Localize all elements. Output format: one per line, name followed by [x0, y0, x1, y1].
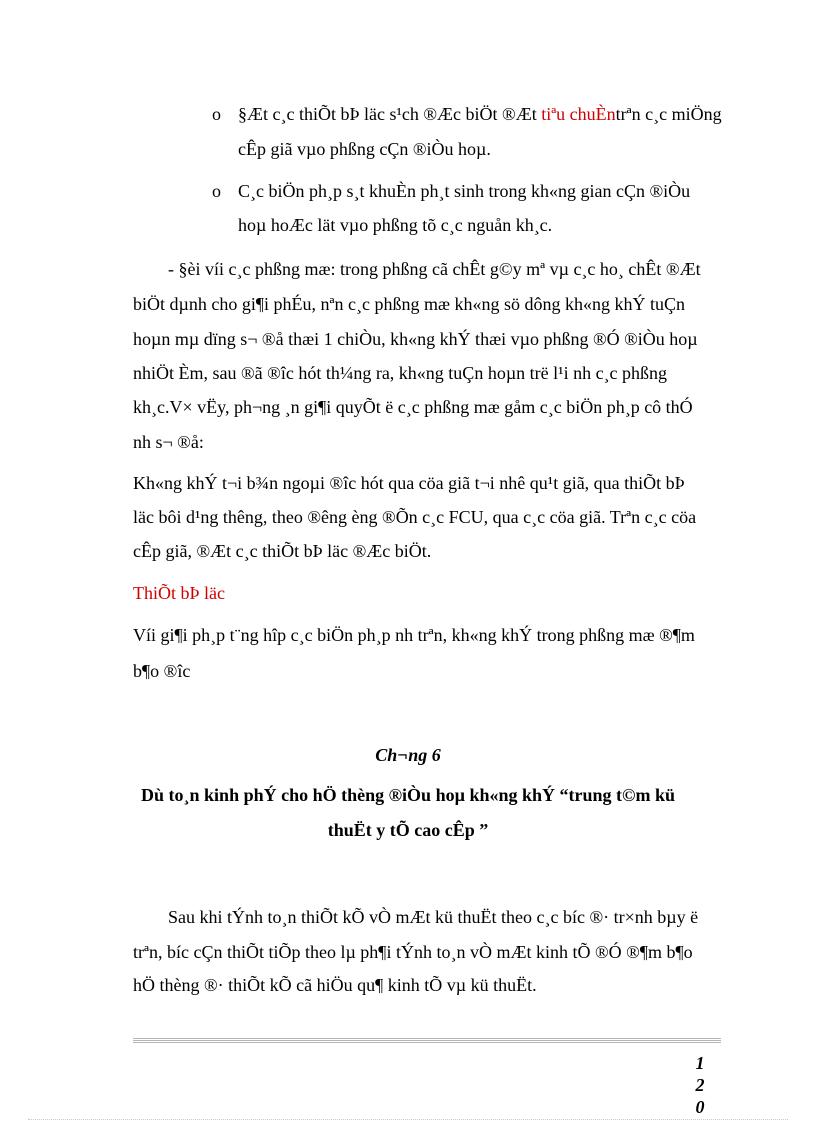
para2-line-3: cÊp giã, ®Æt c¸c thiÕt bÞ läc ®Æc biÖt. [133, 541, 432, 561]
para1-line-2: biÖt dµnh cho gi¶i phÉu, nªn c¸c phßng mæ kh«ng sö dông kh«ng khÝ tuÇn [133, 294, 685, 314]
bullet-1-red-text: tiªu chuÈn [541, 104, 616, 124]
para1-line-3: hoµn mµ dïng s¬ ®å thæi 1 chiÒu, kh«ng khÝ thæi vµo phßng ®Ó ®iÒu hoµ [133, 329, 698, 349]
bullet-1-text-post: trªn c¸c miÖng [615, 104, 722, 124]
page-number-digit: 2 [695, 1075, 705, 1095]
footer-rule [133, 1038, 721, 1043]
bullet-marker: o [212, 104, 221, 124]
bullet-1-line-2: cÊp giã vµo phßng cÇn ®iÒu hoµ. [238, 139, 491, 159]
chapter-subtitle-line-1: Dù to¸n kinh phÝ cho hÖ thèng ®iÒu hoµ kh«ng khÝ “trung t©m kü [141, 785, 675, 805]
page-number-digit: 0 [695, 1097, 705, 1117]
bullet-1-text-pre: §Æt c¸c thiÕt bÞ läc s¹ch ®Æc biÖt ®Æt [238, 104, 542, 124]
para3-line-2: b¶o ®îc [133, 661, 191, 681]
para1-line-4: nhiÖt Èm, sau ®ã ®îc hót th¼ng ra, kh«ng tuÇn hoµn trë l¹i nh c¸c phßng [133, 363, 668, 383]
page-bottom-border [28, 1119, 788, 1120]
para1-line-6: nh s¬ ®å: [133, 432, 204, 452]
page-number-digit: 1 [695, 1053, 705, 1073]
bullet-2-line-1: C¸c biÖn ph¸p s¸t khuÈn ph¸t sinh trong kh«ng gian cÇn ®iÒu [238, 181, 691, 201]
para3-line-1: Víi gi¶i ph¸p t¨ng hîp c¸c biÖn ph¸p nh trªn, kh«ng khÝ trong phßng mæ ®¶m [133, 625, 695, 645]
bullet-2-line-2: hoµ hoÆc lät vµo phßng tõ c¸c nguån kh¸c. [238, 215, 553, 235]
chapter-subtitle-line-2: thuËt y tÕ cao cÊp ” [327, 820, 489, 840]
para1-line-5: kh¸c.V× vËy, ph¬ng ¸n gi¶i quyÕt ë c¸c phßng mæ gåm c¸c biÖn ph¸p cô thÓ [133, 397, 693, 417]
para2-line-1: Kh«ng khÝ t¬i b¾n ngoµi ®îc hót qua cöa giã t¬i nhê qu¹t giã, qua thiÕt bÞ [133, 473, 685, 493]
para2-line-2: läc bôi d¹ng thêng, theo ®êng èng ®Õn c¸c FCU, qua c¸c cöa giã. Trªn c¸c cöa [133, 507, 697, 527]
para4-line-3: hÖ thèng ®· thiÕt kÕ cã hiÖu qu¶ kinh tÕ vµ kü thuËt. [133, 975, 537, 995]
para4-line-1: Sau khi tÝnh to¸n thiÕt kÕ vÒ mÆt kü thuËt theo c¸c bíc ®· tr×nh bµy ë [168, 907, 699, 927]
para1-line-1: - §èi víi c¸c phßng mæ: trong phßng cã chÊt g©y mª vµ c¸c ho¸ chÊt ®Æt [168, 259, 701, 279]
bullet-marker: o [212, 181, 221, 201]
para4-line-2: trªn, bíc cÇn thiÕt tiÕp theo lµ ph¶i tÝnh to¸n vÒ mÆt kinh tÕ ®Ó ®¶m b¶o [133, 942, 693, 962]
chapter-title: Ch¬ng 6 [375, 745, 441, 765]
bullet-1-line-1 [238, 103, 722, 125]
section-heading: ThiÕt bÞ läc [133, 583, 225, 603]
